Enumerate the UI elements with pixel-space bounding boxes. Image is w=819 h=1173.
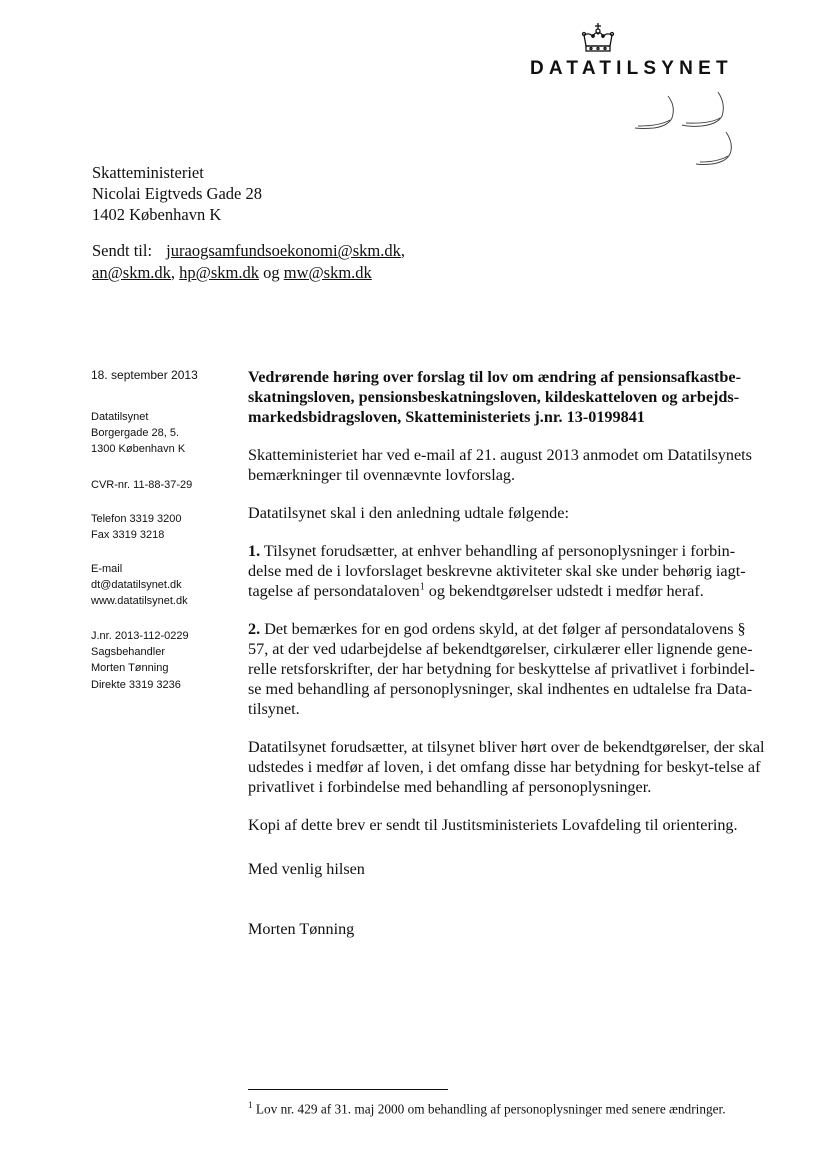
contact-block <box>91 561 188 610</box>
sent-to-block: Sendt til: juraogsamfundsoekonomi@skm.dk, an@skm.dk, hp@skm.dk og mw@skm.dk <box>92 241 406 282</box>
signature: Morten Tønning <box>248 920 355 938</box>
conjunction: og <box>263 263 280 282</box>
fax-number: Fax 3319 3218 <box>91 529 165 542</box>
closing-greeting: Med venlig hilsen <box>248 860 365 878</box>
letter-date: 18. september 2013 <box>91 368 198 382</box>
case-block <box>91 628 189 693</box>
footnote <box>248 1096 726 1118</box>
brand-wordmark: DATATILSYNET <box>530 58 733 79</box>
direct-phone: Direkte 3319 3236 <box>91 678 181 691</box>
sender-line: Datatilsynet <box>91 411 149 423</box>
footnote-ref[interactable]: 1 <box>419 581 425 593</box>
cvr-number: CVR-nr. 11-88-37-29 <box>91 479 193 491</box>
recipient-address <box>92 162 262 225</box>
letter-body <box>248 367 768 957</box>
recipient-line: Skatteministeriet <box>92 163 204 182</box>
paragraph-number: 2. <box>248 620 261 638</box>
email-link[interactable]: hp@skm.dk <box>179 263 259 282</box>
paragraph: Skatteministeriet har ved e-mail af 21. august 2013 anmodet om Datatilsynets bemærkninger til ovennævnte lovforslag. <box>248 446 752 484</box>
footnote-marker: 1 <box>248 1100 253 1110</box>
footnote-text: Lov nr. 429 af 31. maj 2000 om behandling af personoplysninger med senere ændringer. <box>252 1101 726 1117</box>
phone-block <box>91 511 182 543</box>
paragraph: Kopi af dette brev er sendt til Justitsministeriets Lovafdeling til orientering. <box>248 816 738 834</box>
paragraph-1: 1. Tilsynet forudsætter, at enhver behandling af personoplysninger i forbin-delse med de i lovforslaget beskrevne aktiviteter skal ske under behørig iagt-tagelse af persondataloven$^1$ og bekendtgørelser udstedt i medfør heraf. <box>248 542 746 600</box>
email-link[interactable]: juraogsamfundsoekonomi@skm.dk <box>166 241 401 260</box>
sender-address <box>91 409 185 458</box>
email-link[interactable]: an@skm.dk <box>92 263 171 282</box>
paragraph-number: 1. <box>248 542 261 560</box>
recipient-line: 1402 København K <box>92 205 222 224</box>
paragraph: Datatilsynet skal i den anledning udtale følgende: <box>248 504 569 522</box>
handwritten-marks-icon <box>630 88 740 173</box>
handler-name: Morten Tønning <box>91 662 169 675</box>
crown-icon <box>581 22 615 56</box>
paragraph-2: 2. Det bemærkes for en god ordens skyld, at det følger af persondatalovens § 57, at der ved udarbejdelse af bekendtgørelser, cirkulærer eller lignende gene-relle retsforskrifter, der har betydning for beskyttelse af privatlivet i forbindel-se med behandling af personoplysninger, skal indhentes en udtalelse fra Data-tilsynet. <box>248 620 755 718</box>
sender-website[interactable]: www.datatilsynet.dk <box>91 595 188 608</box>
sent-to-label: Sendt til: <box>92 241 153 260</box>
paragraph: Datatilsynet forudsætter, at tilsynet bliver hørt over de bekendtgørelser, der skal udstedes i medfør af loven, i det omfang disse har betydning for beskyt-telse af privatlivet i forbindelse med behandling af personoplysninger. <box>248 738 765 796</box>
email-label: E-mail <box>91 563 123 575</box>
phone-number: Telefon 3319 3200 <box>91 513 182 525</box>
footnote-divider <box>248 1089 448 1090</box>
recipient-line: Nicolai Eigtveds Gade 28 <box>92 184 262 203</box>
journal-number: J.nr. 2013-112-0229 <box>91 630 189 642</box>
letter-subject: Vedrørende høring over forslag til lov om ændring af pensionsafkastbe-skatningsloven, pensionsbeskatningsloven, kildeskatteloven og arbejds-markedsbidragsloven, Skatteministeriets j.nr. 13-0199841 <box>248 368 741 426</box>
sender-email[interactable]: dt@datatilsynet.dk <box>91 579 182 592</box>
sender-line: Borgergade 28, 5. <box>91 427 180 440</box>
sender-line: 1300 København K <box>91 443 186 456</box>
handler-label: Sagsbehandler <box>91 646 166 659</box>
email-link[interactable]: mw@skm.dk <box>283 263 372 282</box>
